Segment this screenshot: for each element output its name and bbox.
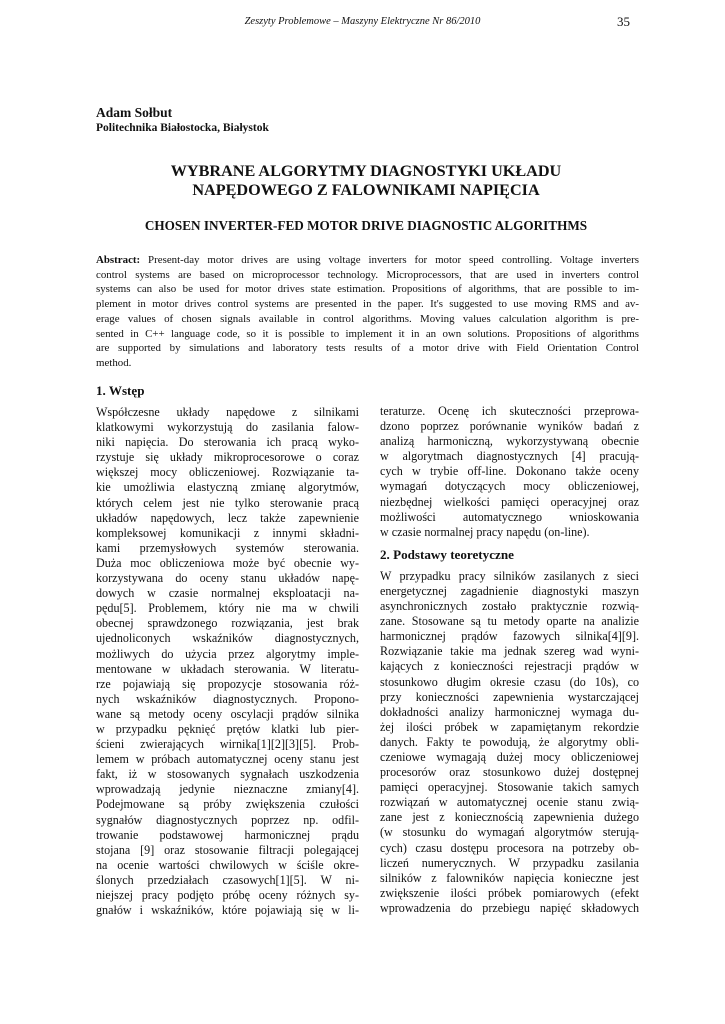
text-line: harmonicznej prądów fazowych silnika[4][9]. [380, 629, 639, 644]
journal-header: Zeszyty Problemowe – Maszyny Elektryczne Nr 86/2010 [244, 16, 481, 27]
text-line: W przypadku pracy silników zasilanych z sieci [380, 568, 639, 583]
section-body [96, 405, 359, 918]
text-line: wane są metody oceny oscylacji prądów silnika [96, 706, 359, 721]
text-line: których celem jest nie tylko sterowanie pracą [96, 495, 359, 510]
title-polish [96, 162, 636, 200]
text-line: dowych w czasie normalnej eksploatacji na- [96, 586, 359, 601]
abstract-line: erage values of chosen signals available in control algorithms. Moving values calculation algorithm is pre- [96, 312, 639, 325]
title-polish-line: WYBRANE ALGORYTMY DIAGNOSTYKI UKŁADU [170, 162, 562, 180]
text-line: układów napędowych, lecz także zapewnienie [96, 510, 359, 525]
text-line: zane jest z koniecznością zapewnienia dużego [380, 810, 639, 825]
text-line: obecnej sprawdzonego rozwiązania, jest brak [96, 616, 359, 631]
text-line: w czasie normalnej pracy napędu (on-line). [380, 524, 590, 539]
text-line: stojana [9] oraz stosowanie filtracji polegającej [96, 842, 359, 857]
text-line: kami przemysłowych systemów sterowania. [96, 540, 359, 555]
text-line: niejszej pracy podjęto próbę oceny różnych sy- [96, 888, 359, 902]
text-line: na ocenie wartości chwilowych w ściśle okre- [96, 857, 359, 872]
text-line: ślonych przedziałach czasowych[1][5]. W ni- [96, 872, 359, 887]
text-line: wprowadzenia do przebiegu napięć składowych [380, 900, 639, 915]
text-line: kających z konieczności rejestracji prądów w [380, 659, 639, 674]
text-line: pamięci operacyjnej. Stosowanie takich samych [380, 780, 639, 795]
text-line: pędu[5]. Problemem, który nie ma w chwili [96, 601, 359, 616]
text-line: wymagań dotyczących mocy obliczeniowej, [380, 479, 639, 494]
text-line: w algorytmach diagnostycznych [4] pracują- [380, 449, 639, 464]
text-line: wprowadzają jedynie nieznaczne zmiany[4]. [96, 782, 359, 797]
page-number: 35 [617, 14, 630, 29]
text-line: Duża moc obliczeniowa może być obecnie wy- [96, 555, 359, 570]
text-line: możliwości automatycznego wnioskowania [380, 509, 639, 524]
column-left [96, 383, 359, 918]
text-line: mentowane w układach sterowania. W literatu- [96, 661, 359, 676]
text-line: energetycznej zagadnienie diagnostyki maszyn [380, 583, 639, 598]
abstract-line: method. [96, 356, 132, 369]
abstract-line: Abstract: Present-day motor drives are using voltage inverters for motor speed controlling. Voltage inverters [96, 254, 639, 266]
text-line: zwiększenie ilości próbek pomiarowych (efekt [380, 885, 639, 900]
text-line: liczeń numerycznych. W przypadku zasilania [380, 855, 639, 870]
title-english: CHOSEN INVERTER-FED MOTOR DRIVE DIAGNOSTIC ALGORITHMS [144, 218, 588, 233]
text-line: zane. Stosowane są tu metody oparte na analizie [380, 614, 639, 629]
text-line: stosunkowo długim okresie czasu (do 10s), co [380, 674, 639, 689]
text-line: kompleksowej komunikacji z innymi składni- [96, 525, 359, 540]
text-line: asynchronicznych zostało praktycznie rozwią- [380, 599, 639, 614]
text-line: ścieni zwierających wirnika[1][2][3][5]. Prob- [96, 737, 359, 752]
abstract-line: systems can also be used for motor drives state estimation. Propositions of algorithms, that are possible to im- [96, 283, 639, 296]
text-line: rzystuje się układy mikroprocesorowe o coraz [96, 450, 359, 465]
abstract-line: sented in C++ language code, so it is possible to implement it in an own solutions. Propositions of algorithms [96, 327, 639, 340]
text-line: korzystywana do oceny stanu układów napę- [96, 571, 359, 586]
text-line: lemem w próbach automatycznej oceny stanu jest [96, 752, 359, 767]
column-right [380, 404, 639, 916]
author-name: Adam Sołbut [96, 105, 173, 120]
abstract [96, 253, 639, 371]
text-line: niki napięcia. Do sterowania ich pracą wyko- [96, 435, 359, 450]
text-line: fakt, iż w stosowanych sygnałach uszkodzenia [96, 767, 359, 782]
author-affiliation: Politechnika Białostocka, Białystok [96, 122, 269, 134]
text-line: Współczesne układy napędowe z silnikami [96, 405, 359, 419]
text-line: dokładności analizy harmonicznej wymaga du- [380, 704, 639, 719]
text-line: kie umożliwia elastyczną zmianę algorytmów, [96, 480, 359, 495]
abstract-label: Abstract: [96, 254, 141, 266]
title-polish-line: NAPĘDOWEGO Z FALOWNIKAMI NAPIĘCIA [192, 181, 540, 199]
text-line: większej mocy obliczeniowej. Rozwiązanie ta- [96, 465, 359, 480]
text-line: przy konieczności zapewnienia wystarczającej [380, 689, 639, 704]
text-line: rze pojawiają się propozycje stosowania róż- [96, 676, 359, 691]
text-line: możliwych do użycia przez algorytmy imple- [96, 646, 359, 661]
section-heading: 1. Wstęp [96, 383, 145, 398]
abstract-line: plement in motor drives control systems are presented in the paper. It's suggested to use moving RMS and av- [96, 298, 639, 311]
text-line: ujednoliconych wskaźników diagnostycznych, [96, 631, 359, 646]
text-line: w przypadku pęknięć prętów klatki lub pier- [96, 721, 359, 736]
text-line: (w stosunku do wymagań algorytmów sterują- [380, 825, 639, 840]
text-line: czeniowe wymagają dużej mocy obliczeniowej [380, 749, 639, 764]
text-line: dzono poprzez porównanie wyników badań z [380, 419, 639, 434]
text-line: cych w trybie off-line. Dokonano także oceny [380, 464, 639, 479]
text-line: Podejmowane są próby zwiększenia czułości [96, 797, 359, 812]
text-line: rozwiązań w automatycznej ocenie stanu zwią- [380, 795, 639, 810]
section-body-continued [380, 404, 639, 540]
abstract-line: are supported by simulations and laboratory tests results of a motor drive with Field Orientation Control [96, 342, 639, 355]
text-line: analizą harmoniczną, wykorzystywaną obecnie [380, 434, 639, 449]
text-line: niezbędnej wielkości pamięci operacyjnej oraz [380, 494, 639, 509]
section-heading: 2. Podstawy teoretyczne [380, 546, 514, 562]
text-line: teraturze. Ocenę ich skuteczności przeprowa- [380, 404, 639, 418]
text-line: nych wskaźników diagnostycznych. Propono- [96, 691, 359, 706]
text-line: gnałów i wskaźników, które pojawiają się w li- [96, 903, 359, 918]
text-line: silników z falowników napięcia konieczne jest [380, 870, 639, 885]
text-line: danych. Fakty te powodują, że algorytmy obli- [380, 734, 639, 749]
text-line: sygnałów diagnostycznych poprzez np. odfil- [96, 812, 359, 827]
text-line: Rozwiązanie takie ma jednak szereg wad wyni- [380, 644, 639, 659]
text-line: procesorów oraz stosunkowo dużej dostępnej [380, 765, 639, 780]
text-line: cych) czasu dostępu procesora na potrzeby ob- [380, 840, 639, 855]
text-line: trowanie podstawowej harmonicznej prądu [96, 827, 359, 842]
abstract-line: control systems are based on microprocessor technology. Microprocessors, that are used in inverters control [96, 268, 639, 281]
text-line: żej ilości próbek w zapamiętanym rekordzie [380, 719, 639, 734]
text-line: klatkowymi wykorzystują do zasilania falow- [96, 420, 359, 435]
section-body [380, 569, 639, 916]
